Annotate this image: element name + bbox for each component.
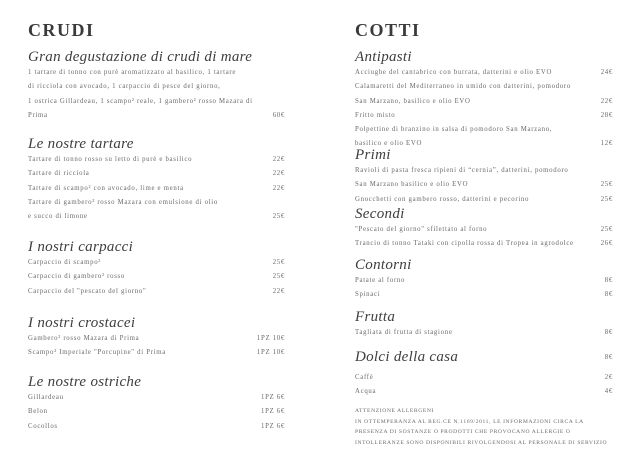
menu-item-price: 25€ (600, 195, 613, 203)
menu-item-line: Tartare di ricciola (28, 170, 90, 178)
menu-item-price: 22€ (272, 170, 285, 178)
menu-item (28, 182, 285, 196)
menu-item-price: 8€ (604, 277, 613, 284)
menu-item-line: Tagliata di frutta di stagione (355, 329, 453, 336)
menu-item-price: 8€ (604, 329, 613, 336)
menu-item (355, 371, 613, 385)
menu-item-name (355, 288, 380, 302)
menu-item-price: 1PZ 6€ (260, 422, 285, 430)
allergen-note-line: IN OTTEMPERANZA AL REG.CE N.1169/2011, LE INFORMAZIONI CIRCA LA (355, 418, 584, 425)
menu-item-name (355, 193, 529, 207)
menu-item-line: Acqua (355, 388, 377, 396)
section-heading: Secondi (355, 206, 405, 222)
section-heading: Primi (355, 147, 391, 163)
menu-section-contorni (355, 257, 613, 303)
menu-item-name (355, 385, 376, 399)
menu-item-price: 25€ (272, 213, 285, 221)
section-heading: Gran degustazione di crudi di mare (28, 49, 253, 65)
menu-item-line: Gambero² rosso Mazara di Prima (28, 335, 140, 342)
menu-item-name (28, 196, 218, 225)
menu-item (355, 164, 613, 193)
menu-item-line: San Marzano basilico e olio EVO (355, 181, 469, 189)
menu-item-price: 22€ (272, 184, 285, 192)
menu-item-name (28, 332, 139, 346)
menu-item (28, 167, 285, 181)
menu-item-price: 1PZ 6€ (260, 408, 285, 416)
menu-item-price: 25€ (600, 226, 613, 233)
menu-section-le-nostre-tartare (28, 136, 285, 224)
menu-item-line: di ricciola con avocado, 1 carpaccio di pesce del giorno, (28, 83, 221, 91)
menu-item-line: Carpaccio di scampo² (28, 259, 102, 266)
menu-item-price: 12€ (600, 140, 613, 148)
menu-item (355, 223, 613, 237)
menu-item-line: Tartare di gambero² rosso Mazara con emulsione di olio (28, 198, 218, 206)
menu-item-line: Ravioli di pasta fresca ripieni di “cernia”, datterini, pomodoro (355, 167, 569, 174)
menu-section-primi (355, 147, 613, 207)
menu-item (28, 153, 285, 167)
menu-item (28, 285, 285, 299)
menu-item-name (28, 391, 64, 405)
section-price: 8€ (604, 354, 613, 361)
menu-section-i-nostri-carpacci (28, 239, 285, 299)
menu-item (355, 80, 613, 109)
menu-item-name (355, 80, 571, 109)
menu-item-name (28, 270, 125, 284)
menu-item-price: 1PZ 10€ (256, 335, 285, 342)
section-heading: Contorni (355, 257, 412, 273)
menu-item (28, 332, 285, 346)
menu-item-line: Spinaci (355, 291, 381, 299)
menu-item-price: 1PZ 10€ (256, 349, 285, 357)
menu-item-name (28, 153, 192, 167)
menu-item-name (355, 164, 569, 193)
menu-item-name (355, 371, 373, 385)
menu-item (355, 288, 613, 302)
menu-item (355, 385, 613, 399)
menu-item-price: 22€ (272, 156, 285, 163)
menu-item-price: 28€ (600, 111, 613, 119)
menu-item-price: 1PZ 6€ (260, 394, 285, 401)
menu-item-name (355, 326, 453, 340)
allergen-note-title: ATTENZIONE ALLERGENI (355, 408, 434, 414)
menu-item-line: San Marzano, basilico e olio EVO (355, 97, 471, 105)
menu-section-le-nostre-ostriche (28, 374, 285, 434)
menu-item (28, 270, 285, 284)
menu-item-price: 8€ (604, 291, 613, 299)
menu-item-line: Cocollos (28, 422, 58, 430)
menu-item (355, 274, 613, 288)
menu-item-price: 4€ (604, 388, 613, 396)
menu-item-line: Carpaccio di gambero² rosso (28, 273, 126, 281)
menu-item-price: 26€ (600, 240, 613, 248)
menu-item-name (28, 420, 58, 434)
menu-item-line: 1 tartare di tonno con purè aromatizzato al basilico, 1 tartare (28, 69, 237, 76)
menu-item-price: 2€ (604, 374, 613, 381)
menu-section-secondi (355, 206, 613, 252)
menu-item (28, 66, 285, 123)
menu-item-name (28, 346, 166, 360)
menu-item-line: e succo di limone (28, 213, 88, 221)
menu-item (28, 420, 285, 434)
menu-item-line: 1 ostrica Gillardeau, 1 scampo² reale, 1 gambero² rosso Mazara di (28, 97, 253, 105)
menu-item-price: 24€ (600, 69, 613, 76)
menu-item-price: 22€ (272, 287, 285, 295)
menu-item-price: 22€ (600, 97, 613, 105)
menu-item (28, 346, 285, 360)
menu-item (355, 193, 613, 207)
menu-item-line: Belon (28, 408, 48, 416)
section-heading: Antipasti (355, 49, 412, 65)
cotti-title: COTTI (355, 20, 421, 40)
menu-item-name (355, 223, 487, 237)
menu-item-line: Scampo² Imperiale "Porcupine" di Prima (28, 349, 167, 357)
menu-item-name (355, 109, 395, 123)
menu-item-line: Gnocchetti con gambero rosso, datterini e pecorino (355, 195, 530, 203)
menu-section-gran-degustazione-di-crudi-di-mare (28, 49, 285, 123)
section-heading: Dolci della casa (355, 349, 459, 365)
section-heading: I nostri crostacei (28, 315, 136, 331)
menu-item (28, 391, 285, 405)
menu-item-line: basilico e olio EVO (355, 140, 423, 148)
section-heading: Le nostre tartare (28, 136, 134, 152)
menu-item-line: Fritto misto (355, 111, 396, 119)
menu-section-frutta (355, 309, 613, 340)
menu-item (28, 256, 285, 270)
section-heading: Frutta (355, 309, 396, 325)
menu-item-line: Prima (28, 111, 48, 119)
allergen-note-line: PRESENZA DI SOSTANZE O PRODOTTI CHE PROVOCANO ALLERGIE O (355, 429, 571, 436)
menu-item-line: Caffè (355, 374, 374, 381)
menu-item-price: 60€ (272, 111, 285, 119)
section-heading: Le nostre ostriche (28, 374, 142, 390)
menu-item-price: 25€ (272, 273, 285, 281)
menu-item-price: 25€ (272, 259, 285, 266)
menu-item-line: Carpaccio del "pescato del giorno" (28, 287, 147, 295)
menu-item-name (355, 274, 405, 288)
menu-item-name (28, 167, 90, 181)
menu-item (28, 405, 285, 419)
menu-item-name (28, 66, 253, 123)
menu-item-name (28, 256, 101, 270)
menu-item-price: 25€ (600, 181, 613, 189)
menu-item-line: Gillardeau (28, 394, 64, 401)
menu-section-antipasti (355, 49, 613, 152)
menu-item-line: Acciughe del cantabrico con burrata, datterini e olio EVO (355, 69, 553, 76)
menu-item-name (355, 66, 552, 80)
menu-item (355, 66, 613, 80)
crudi-title: CRUDI (28, 20, 95, 40)
menu-item (355, 326, 613, 340)
menu-item-name (355, 237, 574, 251)
menu-item-line: Tartare di tonno rosso su letto di purè e basilico (28, 156, 193, 163)
menu-item-name (28, 285, 146, 299)
menu-item-line: "Pescato del giorno" sfilettato al forno (355, 226, 488, 233)
menu-section-i-nostri-crostacei (28, 315, 285, 361)
menu-item-name (28, 405, 48, 419)
menu-item-line: Trancio di tonno Tataki con cipolla rossa di Tropea in agrodolce (355, 240, 574, 248)
menu-item-line: Tartare di scampo² con avocado, lime e menta (28, 184, 184, 192)
menu-item (28, 196, 285, 225)
menu-item-line: Calamaretti del Mediterraneo in umido con datterini, pomodoro (355, 83, 571, 91)
menu-section-dolci-della-casa (355, 349, 613, 400)
menu-item-line: Patate al forno (355, 277, 406, 284)
menu-item-line: Polpettine di branzino in salsa di pomodoro San Marzano, (355, 126, 553, 134)
section-heading: I nostri carpacci (28, 239, 134, 255)
allergen-note-line: INTOLLERANZE SONO DISPONIBILI RIVOLGENDOSI AL PERSONALE DI SERVIZIO (355, 439, 608, 446)
allergen-note (355, 406, 607, 448)
menu-item-name (28, 182, 184, 196)
menu-item (355, 109, 613, 123)
menu-item (355, 237, 613, 251)
